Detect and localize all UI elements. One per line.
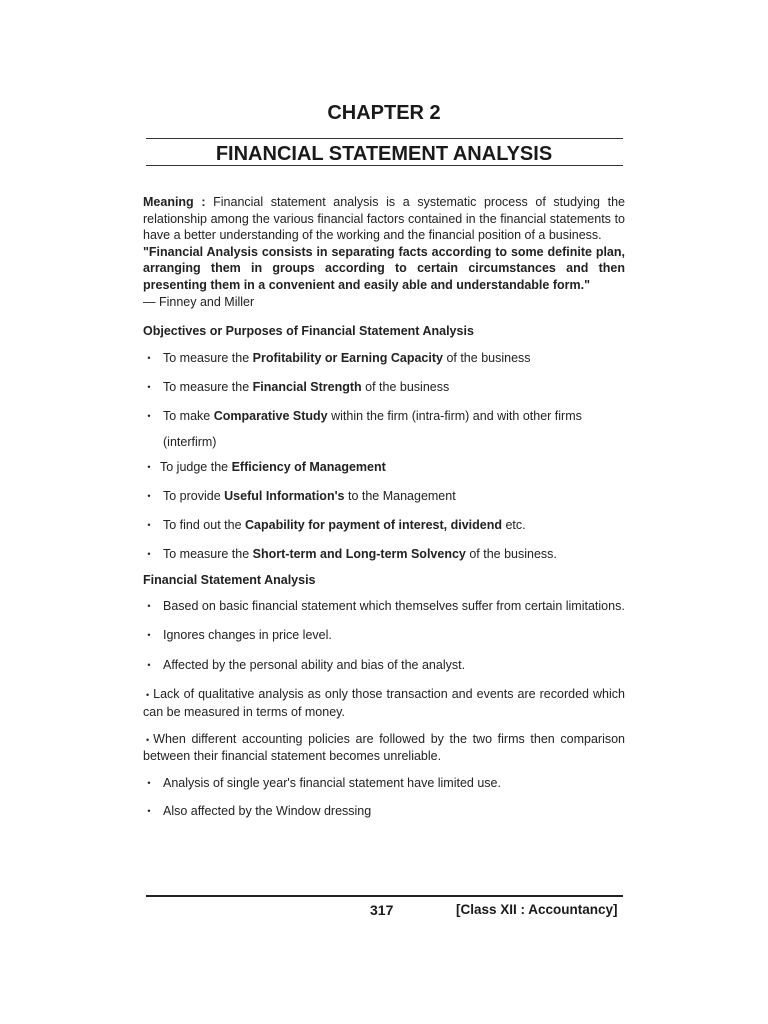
footer-rule: [146, 895, 623, 897]
list-item: • When different accounting policies are followed by the two firms then comparison between their financial statement becomes unreliable.: [143, 731, 625, 764]
page-number: 317: [370, 902, 394, 918]
list-item: • To find out the Capability for payment of interest, dividend etc.: [143, 517, 625, 534]
list-item: • Based on basic financial statement which themselves suffer from certain limitations.: [143, 598, 625, 615]
body-text: [143, 194, 625, 820]
bullet-icon: •: [146, 734, 150, 745]
bullet-icon: •: [147, 352, 151, 363]
list-item: • Ignores changes in price level.: [143, 627, 625, 644]
title-bottom-rule: [146, 165, 623, 166]
bullet-icon: •: [147, 462, 151, 473]
limitations-list: [143, 598, 625, 820]
page-title: FINANCIAL STATEMENT ANALYSIS: [215, 143, 553, 165]
bullet-icon: •: [147, 630, 151, 641]
bullet-icon: •: [147, 491, 151, 502]
bullet-icon: •: [146, 690, 150, 701]
objectives-list: [143, 350, 625, 563]
chapter-label: CHAPTER 2: [327, 102, 441, 124]
meaning-paragraph: [143, 194, 625, 244]
quote-author: — Finney and Miller: [143, 294, 255, 309]
limitations-heading: Financial Statement Analysis: [143, 573, 316, 587]
bullet-icon: •: [147, 549, 151, 560]
list-item: • Lack of qualitative analysis as only those transaction and events are recorded which can be measured in terms of money.: [143, 687, 625, 719]
list-item: • Also affected by the Window dressing: [143, 803, 625, 820]
title-top-rule: [146, 138, 623, 139]
meaning-label: Meaning :: [143, 195, 206, 209]
bullet-icon: •: [147, 806, 151, 817]
bullet-icon: •: [147, 777, 151, 788]
definition-quote: "Financial Analysis consists in separating facts according to some definite plan, arranging them in groups according to certain circumstances and then presenting them in a convenient and easily able and understandable form.": [143, 244, 625, 292]
list-item: • To measure the Profitability or Earning Capacity of the business: [143, 350, 625, 367]
list-item: • To measure the Financial Strength of the business: [143, 379, 625, 396]
list-item: • To provide Useful Information's to the Management: [143, 488, 625, 505]
class-label: [Class XII : Accountancy]: [456, 902, 618, 917]
list-item-continuation: (interfirm): [163, 434, 217, 449]
list-item: • To make Comparative Study within the firm (intra-firm) and with other firms: [143, 408, 625, 425]
list-item: • To measure the Short-term and Long-term Solvency of the business.: [143, 546, 625, 563]
list-item: • Affected by the personal ability and bias of the analyst.: [143, 657, 625, 674]
bullet-icon: •: [147, 600, 151, 611]
bullet-icon: •: [147, 381, 151, 392]
bullet-icon: •: [147, 659, 151, 670]
meaning-text: Financial statement analysis is a systematic process of studying the relationship among the various financial factors contained in the financial statements to have a better understanding of the working and the financial position of a business.: [143, 195, 625, 243]
bullet-icon: •: [147, 520, 151, 531]
bullet-icon: •: [147, 410, 151, 421]
objectives-heading: Objectives or Purposes of Financial Statement Analysis: [143, 324, 474, 339]
list-item: • Analysis of single year's financial statement have limited use.: [143, 775, 625, 792]
list-item: • To judge the Efficiency of Management: [143, 459, 625, 476]
